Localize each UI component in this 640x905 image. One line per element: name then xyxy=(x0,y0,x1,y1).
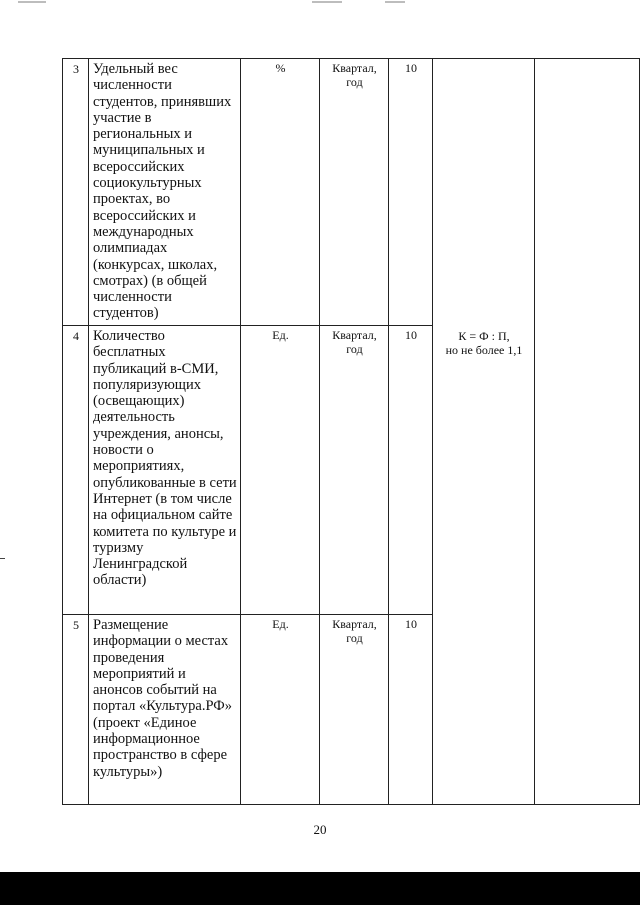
indicator-unit: Ед. xyxy=(241,326,320,615)
indicator-name: Размещение информации о местах проведения мероприятий и анонсов событий на портал «Культура.РФ» (проект «Единое информационное пространство в сфере культуры») xyxy=(89,615,241,805)
row-number: 5 xyxy=(63,615,89,805)
page-number: 20 xyxy=(313,822,327,837)
formula-line-1: К = Ф : П, xyxy=(458,329,510,343)
indicator-target: 10 xyxy=(389,326,433,615)
indicator-name: Количество бесплатных публикаций в-СМИ, популяризующих (освещающих) деятельность учреждения, анонсы, новости о мероприятиях, опубликованные в сети Интернет (в том числе на официальном сайте комитета по культуре и туризму Ленинградской области) xyxy=(89,326,241,615)
row-number: 4 xyxy=(63,326,89,615)
formula-cell xyxy=(433,59,535,805)
indicators-table xyxy=(62,58,640,805)
indicator-target: 10 xyxy=(389,59,433,326)
formula-line-2: но не более 1,1 xyxy=(445,343,523,357)
indicator-name: Удельный вес численности студентов, принявших участие в региональных и муниципальных и всероссийских социокультурных проектах, во всероссийских и международных олимпиадах (конкурсах, школах, смотрах) (в общей численности студентов) xyxy=(89,59,241,326)
indicator-period: Квартал, год xyxy=(320,326,389,615)
indicator-period: Квартал, год xyxy=(320,615,389,805)
indicator-target: 10 xyxy=(389,615,433,805)
scan-artifact-mark xyxy=(0,558,5,559)
indicator-unit: Ед. xyxy=(241,615,320,805)
scan-bottom-band xyxy=(0,872,640,905)
indicator-period: Квартал, год xyxy=(320,59,389,326)
indicator-unit: % xyxy=(241,59,320,326)
scan-artifact xyxy=(0,0,640,6)
table-row xyxy=(63,59,640,326)
row-number: 3 xyxy=(63,59,89,326)
empty-column-cell xyxy=(535,59,640,805)
